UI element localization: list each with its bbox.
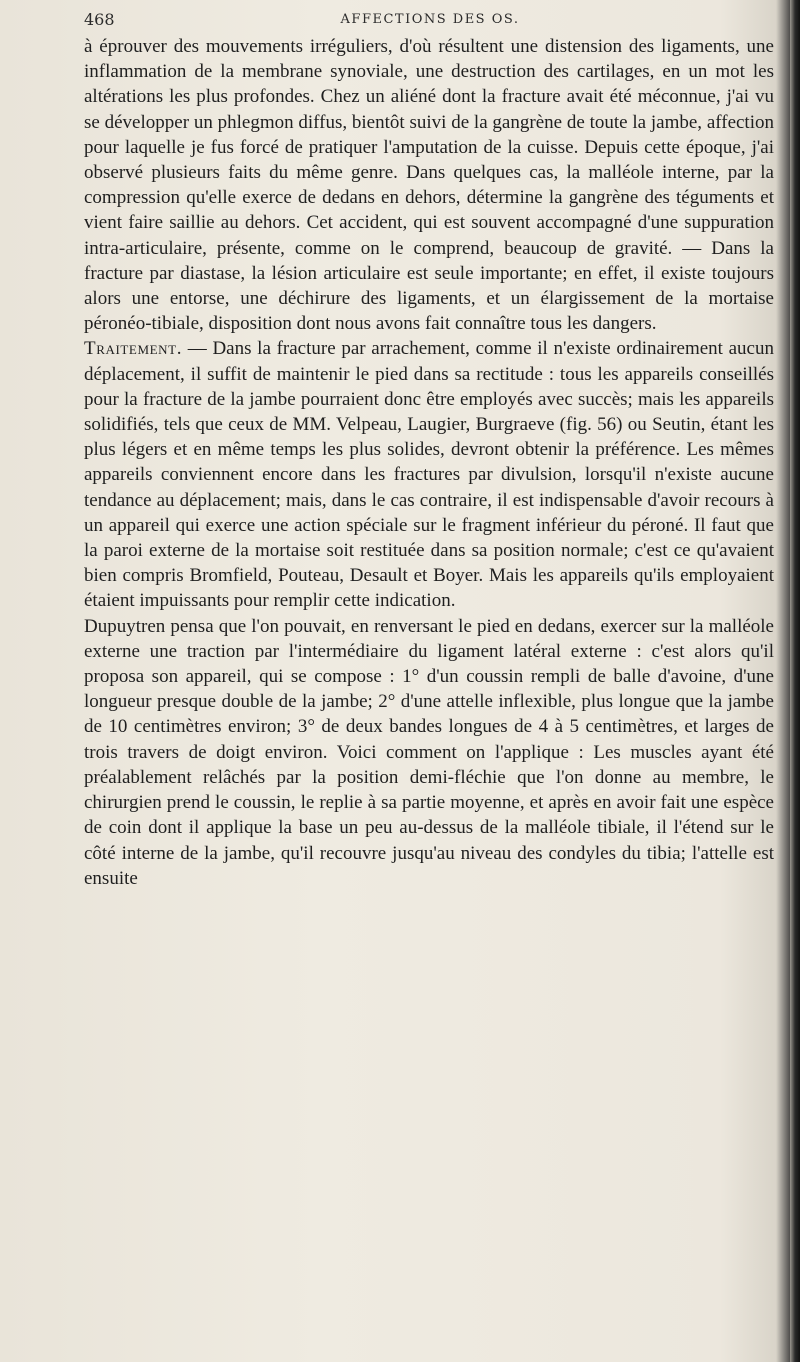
paragraph-2 (84, 336, 774, 613)
paragraph-3-text: Dupuytren pensa que l'on pouvait, en renversant le pied en dedans, exercer sur la malléole externe une traction par l'intermédiaire du ligament latéral externe : c'est alors qu'il proposa son appareil, qui se compose : 1° d'un coussin rempli de balle d'avoine, d'une longueur presque double de la jambe; 2° d'une attelle inflexible, plus longue que la jambe de 10 centimètres environ; 3° de deux bandes longues de 4 à 5 centimètres, et larges de trois travers de doigt environ. Voici comment on l'applique : Les muscles ayant été préalablement relâchés par la position demi-fléchie que l'on donne au membre, le chirurgien prend le coussin, le replie à sa partie moyenne, et après en avoir fait une espèce de coin dont il applique la base un peu au-dessus de la malléole tibiale, il l'étend sur le côté interne de la jambe, qu'il recouvre jusqu'au niveau des condyles du tibia; l'attelle est ensuite (84, 615, 774, 889)
section-heading-traitement: Traitement. (84, 338, 183, 360)
body-text (84, 34, 774, 891)
paragraph-1-text: à éprouver des mouvements irréguliers, d'où résultent une distension des ligaments, une inflammation de la membrane synoviale, une destruction des cartilages, en un mot les altérations les plus profondes. Chez un aliéné dont la fracture avait été méconnue, j'ai vu se développer un phlegmon diffus, bientôt suivi de la gangrène de toute la jambe, affection pour laquelle je fus forcé de pratiquer l'amputation de la cuisse. Depuis cette époque, j'ai observé plusieurs faits du même genre. Dans quelques cas, la malléole interne, par la compression qu'elle exerce de dedans en dehors, détermine la gangrène des téguments et vient faire saillie au dehors. Cet accident, qui est souvent accompagné d'une suppuration intra-articulaire, présente, comme on le comprend, beaucoup de gravité. — Dans la fracture par diastase, la lésion articulaire est seule importante; en effet, il existe toujours alors une entorse, une déchirure des ligaments, et un élargissement de la mortaise péronéo-tibiale, disposition dont nous avons fait connaître tous les dangers. (84, 36, 774, 335)
page-number: 468 (84, 10, 115, 29)
paragraph-3 (84, 614, 774, 891)
paragraph-1 (84, 34, 774, 336)
paragraph-2-text: — Dans la fracture par arrachement, comme il n'existe ordinairement aucun déplacement, il suffit de maintenir le pied dans sa rectitude : tous les appareils conseillés pour la fracture de la jambe pourraient donc être employés avec succès; mais les appareils solidifiés, tels que ceux de MM. Velpeau, Laugier, Burgraeve (fig. 56) ou Seutin, étant les plus légers et en même temps les plus solides, devront obtenir la préférence. Les mêmes appareils conviennent encore dans les fractures par divulsion, lorsqu'il n'existe aucune tendance au déplacement; mais, dans le cas contraire, il est indispensable d'avoir recours à un appareil qui exerce une action spéciale sur le fragment inférieur du péroné. Il faut que la paroi externe de la mortaise soit restituée dans sa position normale; c'est ce qu'avaient bien compris Bromfield, Pouteau, Desault et Boyer. Mais les appareils qu'ils employaient étaient impuissants pour remplir cette indication. (84, 338, 774, 612)
page-header (84, 8, 776, 34)
page-edge-shadow (790, 0, 800, 1362)
running-head: AFFECTIONS DES OS. (340, 12, 520, 27)
